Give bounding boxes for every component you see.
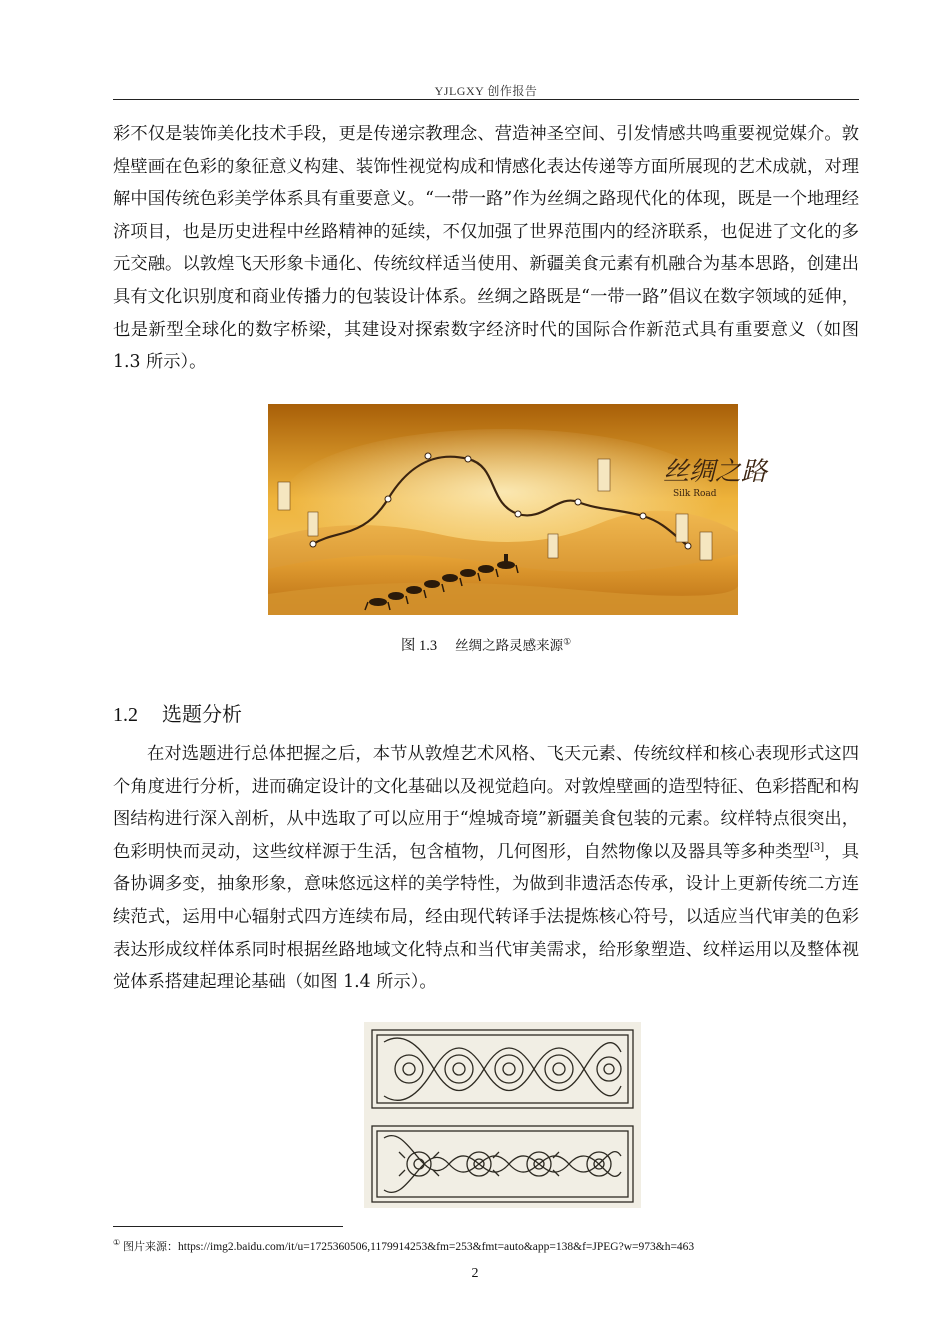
figure-caption-text: 丝绸之路灵感来源 — [455, 638, 564, 654]
footnote — [113, 1238, 873, 1254]
silk-road-logo: 丝绸之路 — [663, 457, 768, 487]
dunhuang-pattern-illustration — [364, 1022, 641, 1208]
footnote-label: 图片来源： — [123, 1240, 179, 1253]
body-paragraph-2 — [113, 738, 859, 999]
silk-road-illustration — [268, 404, 768, 615]
figure-traditional-pattern-image — [364, 1022, 641, 1208]
page-header: YJLGXY 创作报告 — [434, 84, 538, 98]
figure-number: 图 1.3 — [400, 638, 438, 654]
body-paragraph-1: 彩不仅是装饰美化技术手段，更是传递宗教理念、营造神圣空间、引发情感共鸣重要视觉媒介。敦煌壁画在色彩的象征意义构建、装饰性视觉构成和情感化表达传递等方面所展现的艺术成就，对理解中国传统色彩美学体系具有重要意义。“一带一路”作为丝绸之路现代化的体现，既是一个地理经济项目，也是历史进程中丝路精神的延续，不仅加强了世界范围内的经济联系，也促进了文化的多元交融。以敦煌飞天形象卡通化、传统纹样适当使用、新疆美食元素有机融合为基本思路，创建出具有文化识别度和商业传播力的包装设计体系。丝绸之路既是“一带一路”倡议在数字领域的延伸，也是新型全球化的数字桥梁，其建设对探索数字经济时代的国际合作新范式具有重要意义（如图 1.3 所示）。 — [113, 124, 859, 373]
header-rule — [113, 99, 859, 100]
paragraph-2-part-1: 在对选题进行总体把握之后，本节从敦煌艺术风格、飞天元素、传统纹样和核心表现形式这四个角度进行分析，进而确定设计的文化基础以及视觉趋向。对敦煌壁画的造型特征、色彩搭配和构图结构进行深入剖析，从中选取了可以应用于“煌城奇境”新疆美食包装的元素。纹样特点很突出，色彩明快而灵动，这些纹样源于生活，包含植物，几何图形，自然物像以及器具等多种类型 — [113, 744, 859, 862]
section-title: 选题分析 — [162, 702, 242, 726]
figure-silk-road-image — [268, 404, 768, 615]
silk-road-logo-subtitle: Silk Road — [673, 489, 717, 499]
figure-1-3-caption — [113, 634, 859, 655]
paragraph-2-part-2: ，具备协调多变，抽象形象，意味悠远这样的美学特性，为做到非遗活态传承，设计上更新传统二方连续范式，运用中心辐射式四方连续布局，经由现代转译手法提炼核心符号，以适应当代审美的色彩表达形成纹样体系同时根据丝路地域文化特点和当代审美需求，给形象塑造、纹样运用以及整体视觉体系搭建起理论基础（如图 1.4 所示）。 — [113, 841, 859, 993]
footnote-rule — [113, 1226, 343, 1227]
page-number: 2 — [471, 1266, 479, 1281]
footnote-url[interactable]: https://img2.baidu.com/it/u=1725360506,1179914253&fm=253&fmt=auto&app=138&f=JPEG?w=973&h=463 — [178, 1241, 695, 1253]
footnote-mark: ① — [113, 1238, 121, 1248]
footnote-reference-mark[interactable]: ① — [563, 637, 572, 648]
section-heading — [113, 698, 242, 727]
section-number: 1.2 — [113, 704, 138, 726]
citation-reference[interactable]: [3] — [809, 842, 825, 854]
